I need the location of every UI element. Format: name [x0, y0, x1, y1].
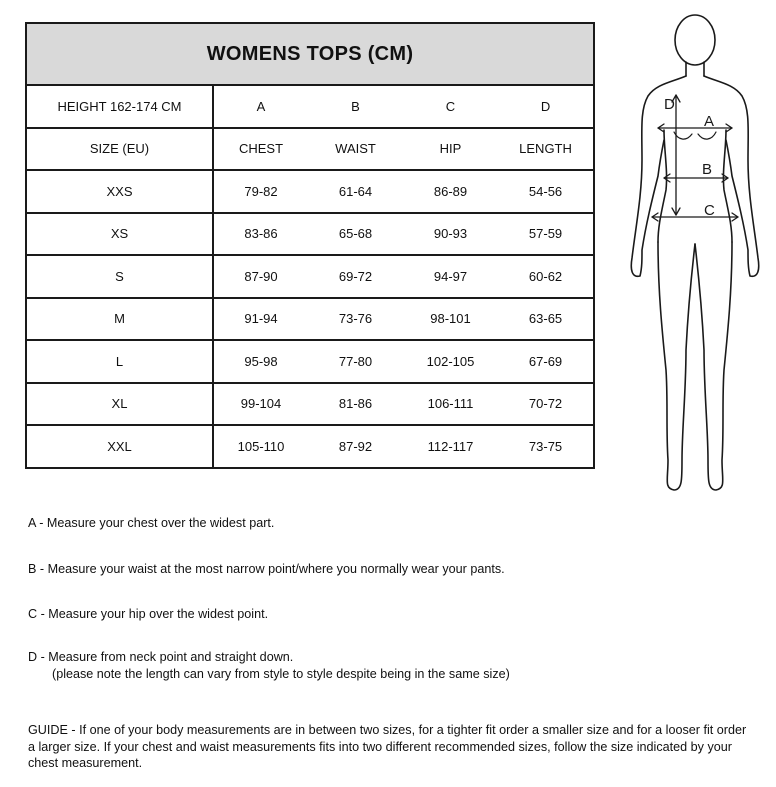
table-row	[26, 255, 594, 298]
table-row	[26, 213, 594, 256]
measure-a-line	[658, 124, 732, 132]
measure-c-line	[652, 213, 738, 221]
table-title: WOMENS TOPS (CM)	[26, 23, 594, 85]
col-label-d: D	[498, 85, 594, 128]
table-row	[26, 425, 594, 468]
chest-cell: 105-110	[213, 425, 308, 468]
figure-label-b: B	[702, 161, 713, 178]
note-d	[28, 649, 510, 682]
table-row	[26, 383, 594, 426]
waist-cell: 69-72	[308, 255, 403, 298]
measure-d-line	[672, 95, 680, 215]
size-header: SIZE (EU)	[26, 128, 213, 171]
hip-cell: 90-93	[403, 213, 498, 256]
chest-cell: 95-98	[213, 340, 308, 383]
chest-cell: 91-94	[213, 298, 308, 341]
length-cell: 57-59	[498, 213, 594, 256]
note-a: A - Measure your chest over the widest part.	[28, 516, 275, 530]
size-chart-table	[25, 22, 595, 469]
hip-cell: 94-97	[403, 255, 498, 298]
waist-cell: 81-86	[308, 383, 403, 426]
size-cell: XXL	[26, 425, 213, 468]
waist-cell: 73-76	[308, 298, 403, 341]
hip-cell: 86-89	[403, 170, 498, 213]
size-cell: L	[26, 340, 213, 383]
size-cell: XS	[26, 213, 213, 256]
chest-header: CHEST	[213, 128, 308, 171]
hip-header: HIP	[403, 128, 498, 171]
size-cell: S	[26, 255, 213, 298]
chest-cell: 87-90	[213, 255, 308, 298]
chest-cell: 79-82	[213, 170, 308, 213]
waist-cell: 65-68	[308, 213, 403, 256]
length-cell: 60-62	[498, 255, 594, 298]
hip-cell: 102-105	[403, 340, 498, 383]
length-cell: 70-72	[498, 383, 594, 426]
length-cell: 67-69	[498, 340, 594, 383]
length-cell: 54-56	[498, 170, 594, 213]
waist-cell: 87-92	[308, 425, 403, 468]
chest-cell: 99-104	[213, 383, 308, 426]
chest-cell: 83-86	[213, 213, 308, 256]
title-row	[26, 23, 594, 85]
length-cell: 73-75	[498, 425, 594, 468]
table-row	[26, 170, 594, 213]
waist-cell: 61-64	[308, 170, 403, 213]
hip-cell: 98-101	[403, 298, 498, 341]
figure-label-a: A	[704, 113, 715, 130]
waist-header: WAIST	[308, 128, 403, 171]
hip-cell: 106-111	[403, 383, 498, 426]
figure-label-d: D	[664, 96, 675, 113]
table-row	[26, 340, 594, 383]
size-cell: XL	[26, 383, 213, 426]
col-label-c: C	[403, 85, 498, 128]
col-label-a: A	[213, 85, 308, 128]
note-b: B - Measure your waist at the most narrow point/where you normally wear your pants.	[28, 562, 505, 576]
note-d-sub: (please note the length can vary from style to style despite being in the same size)	[52, 666, 510, 681]
figure-label-c: C	[704, 202, 715, 219]
length-cell: 63-65	[498, 298, 594, 341]
body-measurement-figure	[620, 10, 770, 495]
size-cell: M	[26, 298, 213, 341]
hip-cell: 112-117	[403, 425, 498, 468]
note-c: C - Measure your hip over the widest point.	[28, 607, 269, 621]
table-row	[26, 298, 594, 341]
measure-b-line	[664, 174, 728, 182]
height-row	[26, 85, 594, 128]
size-cell: XXS	[26, 170, 213, 213]
header-row	[26, 128, 594, 171]
note-d-main: D - Measure from neck point and straight down.	[28, 650, 294, 664]
waist-cell: 77-80	[308, 340, 403, 383]
length-header: LENGTH	[498, 128, 594, 171]
height-label: HEIGHT 162-174 CM	[26, 85, 213, 128]
col-label-b: B	[308, 85, 403, 128]
body-outline	[631, 15, 758, 490]
guide-text: GUIDE - If one of your body measurements are in between two sizes, for a tighter fit order a smaller size and for a looser fit order a larger size. If your chest and waist measurements fits into two different recommended sizes, follow the size indicated by your chest measurement.	[28, 723, 747, 770]
